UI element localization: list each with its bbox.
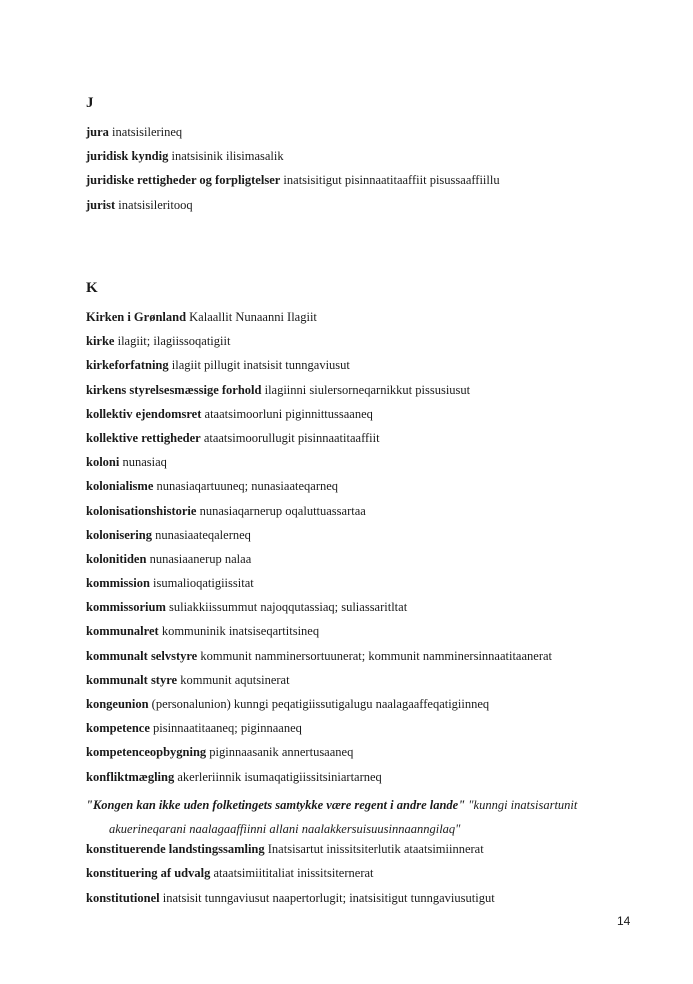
glossary-entry bbox=[86, 382, 656, 406]
entry-translation: inatsisit tunngaviusut naapertorlugit; inatsisitigut tunngaviusutigut bbox=[162, 890, 495, 905]
glossary-entry bbox=[86, 623, 656, 647]
entry-term: kolonitiden bbox=[86, 551, 147, 566]
glossary-entry bbox=[86, 478, 656, 502]
entry-term: kollektiv ejendomsret bbox=[86, 406, 202, 421]
entry-term: kommunalret bbox=[86, 624, 159, 639]
entry-translation: ilagiit; ilagiissoqatigiit bbox=[117, 334, 231, 349]
entry-term: Kirken i Grønland bbox=[86, 310, 187, 324]
glossary-entry-quote bbox=[86, 793, 656, 841]
entry-term: kommission bbox=[86, 576, 150, 591]
section-heading-k: K bbox=[86, 280, 98, 296]
entry-term: kompetenceopbygning bbox=[86, 745, 207, 760]
glossary-entry bbox=[86, 333, 656, 357]
entry-translation: Inatsisartut inissitsiterlutik ataatsimiinnerat bbox=[267, 842, 484, 857]
glossary-entry bbox=[86, 357, 656, 381]
entry-translation: akerleriinnik isumaqatigiissitsiniartarneq bbox=[177, 769, 382, 784]
entry-translation: inatsisileritooq bbox=[118, 197, 193, 212]
glossary-entry bbox=[86, 744, 656, 768]
entry-translation: kommunit namminersortuunerat; kommunit namminersinnaatitaanerat bbox=[200, 648, 553, 663]
entry-term: juridisk kyndig bbox=[86, 149, 169, 164]
entry-term: juridiske rettigheder og forpligtelser bbox=[86, 173, 281, 188]
entry-term: kollektive rettigheder bbox=[86, 430, 201, 445]
entry-translation: kommunit aqutsinerat bbox=[180, 672, 290, 687]
entry-translation: ataatsimoorullugit pisinnaatitaaffiit bbox=[203, 430, 380, 445]
glossary-entry bbox=[86, 841, 656, 865]
glossary-entry bbox=[86, 865, 656, 889]
entry-translation: pisinnaatitaaneq; piginnaaneq bbox=[153, 721, 302, 736]
entry-translation: ataatsimoorluni piginnittussaaneq bbox=[204, 406, 373, 421]
glossary-entry bbox=[86, 406, 656, 430]
entry-translation: nunasiaanerup nalaa bbox=[149, 551, 252, 566]
quote-translation-line2: akuerineqarani naalagaaffiinni allani naalakkersuisuusinnaanngilaq" bbox=[109, 821, 461, 836]
entry-term: kirke bbox=[86, 334, 115, 349]
glossary-entry bbox=[86, 696, 656, 720]
quote-term: "Kongen kan ikke uden folketingets samtykke være regent i andre lande" bbox=[86, 797, 466, 812]
entry-term: koloni bbox=[86, 455, 120, 470]
entry-translation: piginnaasanik annertusaaneq bbox=[209, 745, 354, 760]
entry-term: kirkeforfatning bbox=[86, 358, 169, 373]
page-number: 14 bbox=[617, 914, 631, 928]
entry-term: konfliktmægling bbox=[86, 769, 175, 784]
entry-term: jurist bbox=[86, 197, 116, 212]
entry-term: kolonialisme bbox=[86, 479, 154, 494]
entry-translation: inatsisinik ilisimasalik bbox=[171, 149, 284, 164]
entry-list-k bbox=[86, 309, 656, 914]
glossary-entry bbox=[86, 454, 656, 478]
entry-term: kommunalt styre bbox=[86, 672, 178, 687]
entry-translation: nunasiaqarnerup oqaluttuassartaa bbox=[199, 503, 366, 518]
entry-translation: kommuninik inatsiseqartitsineq bbox=[161, 624, 320, 639]
entry-term: kolonisering bbox=[86, 527, 152, 542]
entry-translation: nunasiaateqalerneq bbox=[155, 527, 251, 542]
entry-translation: ataatsimiititaliat inissitsiternerat bbox=[213, 866, 374, 881]
entry-translation: isumalioqatigiissitat bbox=[153, 576, 254, 591]
glossary-entry bbox=[86, 172, 656, 196]
entry-term: jura bbox=[86, 125, 109, 139]
entry-translation: inatsisilerineq bbox=[112, 125, 183, 139]
glossary-entry bbox=[86, 672, 656, 696]
entry-translation: suliakkiissummut najoqqutassiaq; suliassaritltat bbox=[169, 600, 408, 615]
entry-translation: (personalunion) kunngi peqatigiissutigalugu naalagaaffeqatigiinneq bbox=[151, 697, 490, 711]
glossary-entry bbox=[86, 148, 656, 172]
entry-term: konstituering af udvalg bbox=[86, 866, 211, 881]
entry-translation: nunasiaqartuuneq; nunasiaateqarneq bbox=[156, 479, 339, 494]
entry-term: kirkens styrelsesmæssige forhold bbox=[86, 382, 262, 397]
glossary-entry bbox=[86, 648, 656, 672]
entry-list-j bbox=[86, 124, 656, 221]
entry-term: kommissorium bbox=[86, 600, 166, 615]
glossary-entry bbox=[86, 769, 656, 793]
glossary-entry bbox=[86, 309, 656, 333]
glossary-entry bbox=[86, 503, 656, 527]
entry-term: kolonisationshistorie bbox=[86, 503, 197, 518]
entry-term: kommunalt selvstyre bbox=[86, 648, 198, 663]
glossary-entry bbox=[86, 527, 656, 551]
entry-translation: inatsisitigut pisinnaatitaaffiit pisussaaffiillu bbox=[283, 173, 500, 188]
entry-term: konstituerende landstingssamling bbox=[86, 842, 265, 857]
glossary-entry bbox=[86, 599, 656, 623]
glossary-entry bbox=[86, 890, 656, 914]
glossary-entry bbox=[86, 124, 656, 148]
glossary-entry bbox=[86, 430, 656, 454]
glossary-entry bbox=[86, 575, 656, 599]
entry-translation: ilagiit pillugit inatsisit tunngaviusut bbox=[171, 358, 350, 373]
quote-translation-line1: "kunngi inatsisartunit bbox=[468, 797, 578, 812]
glossary-entry bbox=[86, 720, 656, 744]
entry-translation: nunasiaq bbox=[122, 455, 167, 470]
glossary-entry bbox=[86, 551, 656, 575]
glossary-entry bbox=[86, 197, 656, 221]
section-heading-j: J bbox=[86, 95, 94, 111]
entry-translation: Kalaallit Nunaanni Ilagiit bbox=[189, 310, 317, 324]
entry-translation: ilagiinni siulersorneqarnikkut pissusiusut bbox=[264, 382, 471, 397]
entry-term: konstitutionel bbox=[86, 890, 160, 905]
entry-term: kongeunion bbox=[86, 697, 149, 711]
entry-term: kompetence bbox=[86, 721, 150, 736]
